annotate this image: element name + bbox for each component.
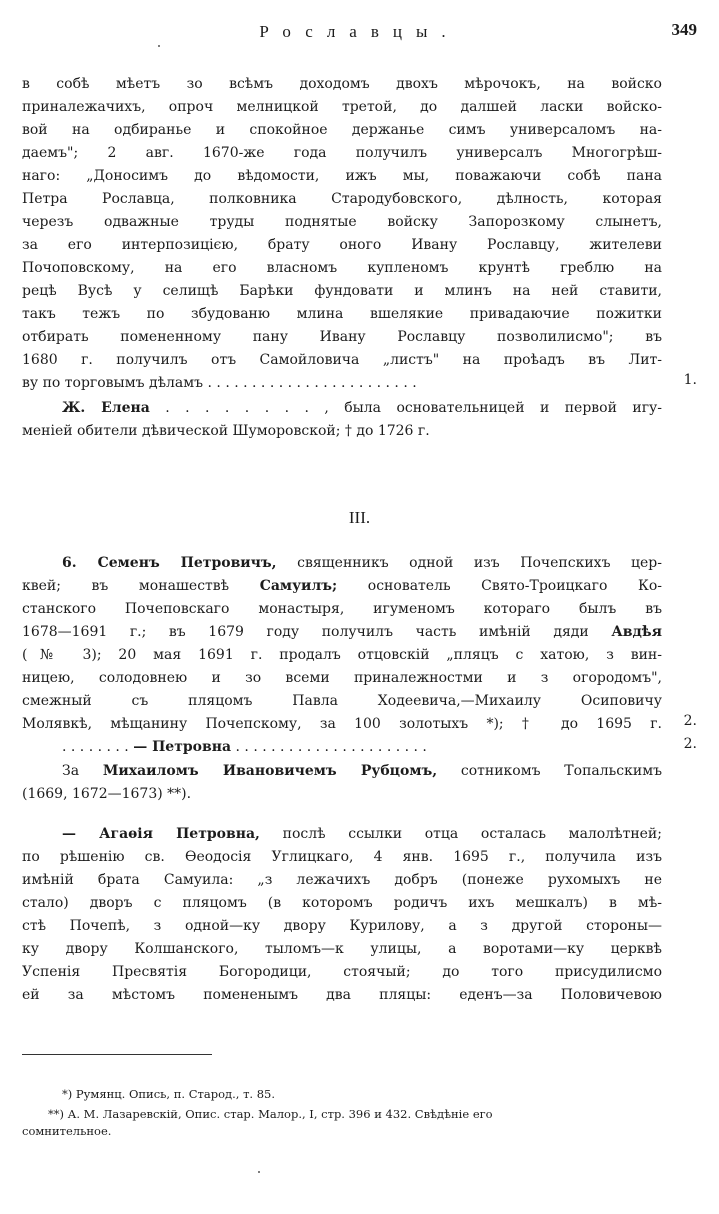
entry-elena [62, 397, 662, 419]
text-line: ей за мѣстомъ помененымъ два пляцы: еденъ—за Половичевою [22, 987, 662, 1003]
entry-petrovna [62, 736, 662, 758]
footnote: **) А. М. Лазаревскій, Опис. стар. Малор., I, стр. 396 и 432. Свѣдѣніе его [48, 1107, 493, 1121]
text-fragment: За [62, 763, 103, 779]
entry-husband [62, 760, 662, 782]
text-line: ку двору Колшанского, тыломъ—к улицы, а воротами—ку церквѣ [22, 941, 662, 957]
monastic-name: Самуилъ; [259, 578, 338, 594]
text-line [22, 621, 662, 643]
text-fragment: 1678—1691 г.; въ 1679 году получилъ часть имѣній дяди [22, 624, 612, 640]
scan-speck [158, 45, 160, 47]
footnote-divider [22, 1054, 212, 1055]
text-line: ницею, солодовнею и зо всеми приналежностми и з огородомъ", [22, 670, 662, 686]
text-line: по рѣшенію св. Ѳеодосія Углицкаго, 4 янв. 1695 г., получила изъ [22, 849, 662, 865]
footnote-continuation: сомнительное. [22, 1124, 112, 1138]
section-heading: III. [348, 508, 371, 527]
text-line: (№ 3); 20 мая 1691 г. продалъ отцовскій „пляцъ с хатою, з вин- [22, 647, 662, 663]
leader-dots: . . . . . . . . . . . . . . . . . . . . . . [231, 739, 427, 755]
text-line: рецѣ Вусѣ у селищѣ Барѣки фундовати и млинъ на ней ставити, [22, 283, 662, 299]
page-number: 349 [671, 20, 697, 39]
entry-agafia [62, 823, 662, 845]
leader-dots: . . . . . . . . . . . . . . . . . . . . . . . . [207, 375, 417, 391]
text-fragment: ву по торговымъ дѣламъ [22, 375, 204, 391]
text-fragment: послѣ ссылки отца осталась малолѣтней; [259, 826, 662, 842]
generation-number: 1. [683, 372, 697, 388]
person-name: Авдѣя [611, 624, 662, 640]
footnote: *) Румянц. Опись, п. Старод., т. 85. [62, 1087, 276, 1101]
text-line: станского Почеповскаго монастыря, игуменомъ котораго былъ въ [22, 601, 662, 617]
text-line-last [22, 372, 662, 394]
text-line: черезъ одважные труды поднятые войску Запорозкому слынетъ, [22, 214, 662, 230]
text-line: смежный съ пляцомъ Павла Ходеевича,—Михаилу Осиповичу [22, 693, 662, 709]
text-line: за его интерпозицією, брату оного Ивану Рославцу, жителеви [22, 237, 662, 253]
text-line: Петра Рославца, полковника Стародубовского, дѣлность, которая [22, 191, 662, 207]
text-line: в собѣ мѣетъ зо всѣмъ доходомъ двохъ мѣрочокъ, на войско [22, 76, 662, 92]
text-line [22, 575, 662, 597]
text-line: наго: „Доносимъ до вѣдомости, ижъ мы, поважаючи собѣ пана [22, 168, 662, 184]
text-fragment: священникъ одной изъ Почепскихъ цер- [276, 555, 662, 571]
leader-dots: . . . . . . . . [62, 739, 134, 755]
text-line: даемъ"; 2 авг. 1670-же года получилъ универсалъ Многогрѣш- [22, 145, 662, 161]
running-header-title: Рославцы. [259, 22, 460, 41]
entry-semen [62, 552, 662, 574]
text-line: меніей обители дѣвической Шуморовской; † до 1726 г. [22, 423, 430, 439]
person-name: — Петровна [133, 739, 232, 755]
text-line: стѣ Почепѣ, з одной—ку двору Курилову, а з другой стороны— [22, 918, 662, 934]
text-line: 1680 г. получилъ отъ Самойловича „листъ" на проѣадъ въ Лит- [22, 352, 662, 368]
text-line: вой на одбиранье и спокойное держанье симъ универсаломъ на- [22, 122, 662, 138]
text-fragment: сотникомъ Топальскимъ [437, 763, 662, 779]
person-name: Михаиломъ Ивановичемъ Рубцомъ, [102, 763, 438, 779]
text-line: (1669, 1672—1673) **). [22, 786, 192, 802]
text-line: Молявкѣ, мѣщанину Почепскому, за 100 золотыхъ *); † до 1695 г. [22, 716, 662, 732]
text-line: Почоповскому, на его власномъ купленомъ крунтѣ греблю на [22, 260, 662, 276]
text-fragment: квей; въ монашествѣ [22, 578, 260, 594]
leader-dots: . . . . . . . . [149, 400, 325, 416]
generation-number: 2. [683, 713, 697, 729]
person-name: 6. Семенъ Петровичъ, [62, 555, 277, 571]
person-name: Ж. Елена [62, 400, 150, 416]
text-line: Успенія Пресвятія Богородици, стоячый; до того присудилисмо [22, 964, 662, 980]
text-line: имѣній брата Самуила: „з лежачихъ добръ (понеже рухомыхъ не [22, 872, 662, 888]
text-line: стало) дворъ с пляцомъ (в которомъ родичъ ихъ мешкалъ) в мѣ- [22, 895, 662, 911]
text-line: такъ тежъ по збудованю млина вшелякие привадаючие пожитки [22, 306, 662, 322]
text-fragment: , была основательницей и первой игу- [324, 400, 662, 416]
text-fragment: основатель Свято-Троицкаго Ко- [337, 578, 662, 594]
text-line: приналежачихъ, опроч мелницкой третой, до далшей ласки войско- [22, 99, 662, 115]
scan-speck [258, 1171, 260, 1173]
person-name: — Агаѳія Петровна, [62, 826, 260, 842]
generation-number: 2. [683, 736, 697, 752]
text-line: отбирать помененному пану Ивану Рославцу позволилисмо"; въ [22, 329, 662, 345]
